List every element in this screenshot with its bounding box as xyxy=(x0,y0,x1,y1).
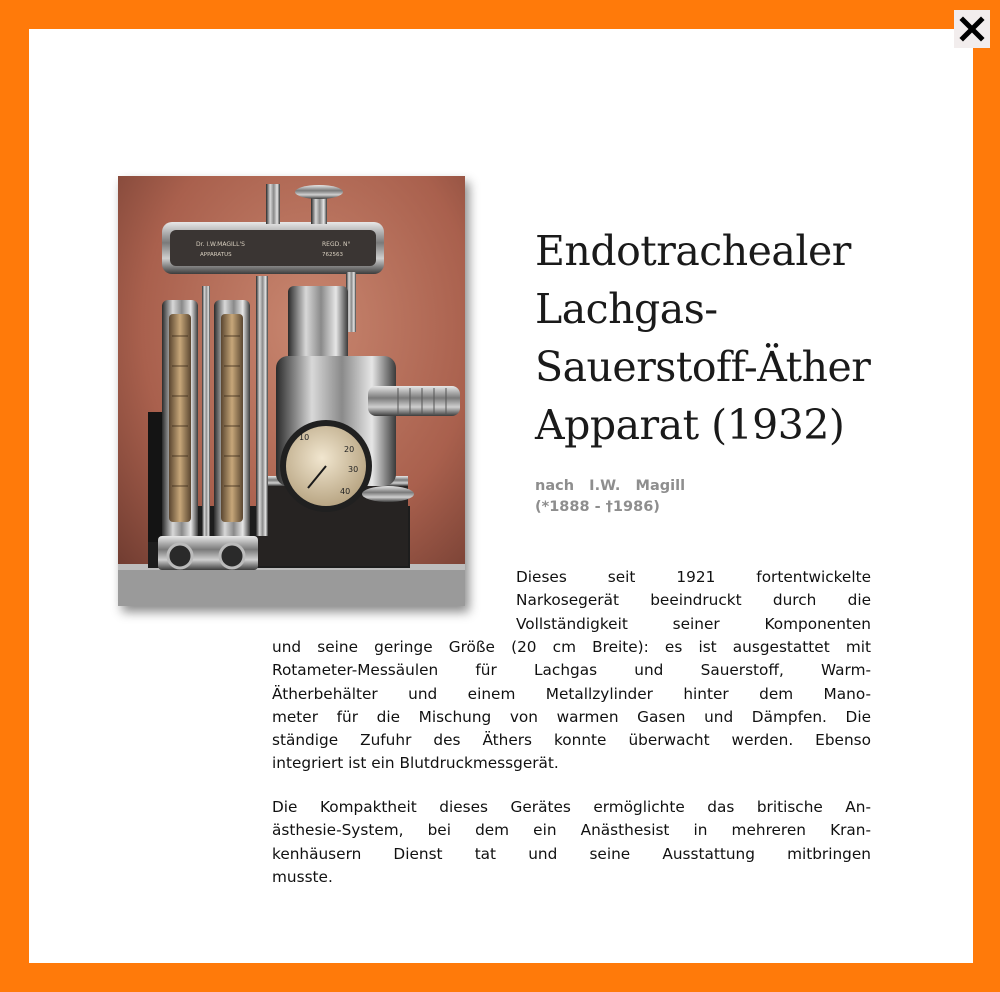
exhibit-title xyxy=(535,222,975,454)
inventor-line: nach I.W. Magill xyxy=(535,478,686,494)
close-button[interactable] xyxy=(954,10,990,48)
text-line: Rotameter-Messäulen für Lachgas und Sauerstoff, Warm- xyxy=(272,661,871,680)
title-line: Sauerstoff-Äther xyxy=(535,343,871,391)
gauge-number-20: 20 xyxy=(344,445,355,454)
description-paragraph-1-top xyxy=(516,566,871,636)
gauge-number-30: 30 xyxy=(348,465,359,474)
gauge-number-40: 40 xyxy=(340,487,351,496)
text-line: musste. xyxy=(272,867,333,886)
description-paragraph-2 xyxy=(272,796,871,889)
text-line: Die Kompaktheit dieses Gerätes ermöglichte das britische An- xyxy=(272,798,871,816)
inventor-dates: (*1888 - †1986) xyxy=(535,499,660,515)
title-line: Endotrachealer xyxy=(535,227,851,275)
plate-text-right-2: 762563 xyxy=(322,252,343,258)
anesthesia-apparatus-image xyxy=(118,176,465,606)
text-line: Ätherbehälter und einem Metallzylinder hinter dem Mano- xyxy=(272,684,871,703)
close-icon xyxy=(959,16,985,42)
exhibit-subtitle xyxy=(535,476,685,518)
text-line: kenhäusern Dienst tat und seine Ausstattung mitbringen xyxy=(272,844,871,863)
text-line: Narkosegerät beeindruckt durch die xyxy=(516,591,871,610)
text-line: meter für die Mischung von warmen Gasen und Dämpfen. Die xyxy=(272,707,871,726)
title-line: Lachgas- xyxy=(535,285,718,333)
text-line: und seine geringe Größe (20 cm Breite): es ist ausgestattet mit xyxy=(272,638,871,656)
text-line: Vollständigkeit seiner Komponenten xyxy=(516,614,871,633)
text-line: ständige Zufuhr des Äthers konnte überwacht werden. Ebenso xyxy=(272,731,871,750)
gauge-number-10: 10 xyxy=(299,433,310,442)
title-line: Apparat (1932) xyxy=(535,401,845,449)
exhibit-photo xyxy=(118,176,465,606)
plate-text-left-2: APPARATUS xyxy=(200,252,232,258)
text-line: Dieses seit 1921 fortentwickelte xyxy=(516,568,871,586)
text-line: ästhesie-System, bei dem ein Anästhesist in mehreren Kran- xyxy=(272,821,871,840)
plate-text-right: REGD. N° xyxy=(322,241,351,248)
description-paragraph-1 xyxy=(272,636,871,776)
text-line: integriert ist ein Blutdruckmessgerät. xyxy=(272,754,559,773)
plate-text-left: Dr. I.W.MAGILL'S xyxy=(196,241,245,248)
